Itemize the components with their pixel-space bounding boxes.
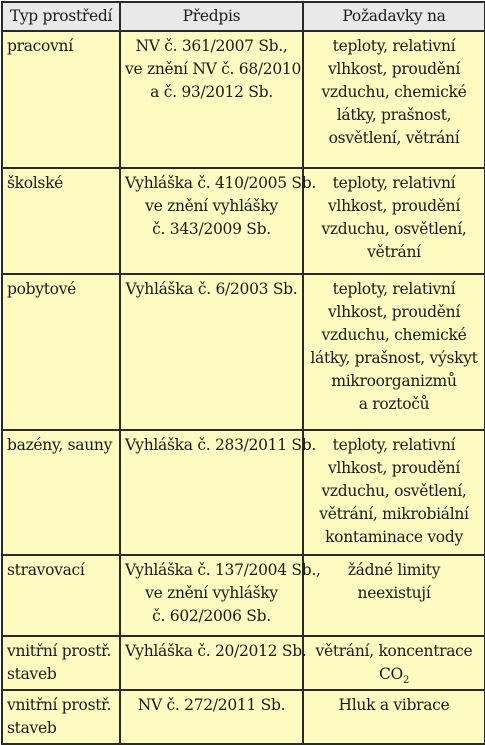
cell-requirements	[303, 636, 485, 690]
cell-line: vzduchu, osvětlení,	[321, 482, 467, 500]
cell-requirements	[303, 430, 485, 555]
table-row	[2, 31, 485, 168]
cell-regulation	[120, 636, 307, 690]
cell-line: mikroorganizmů	[331, 372, 457, 390]
cell-requirements	[303, 555, 485, 636]
cell-requirements	[303, 168, 485, 274]
cell-line: staveb	[7, 719, 57, 737]
cell-requirements	[303, 31, 485, 168]
header-regulation: Předpis	[120, 2, 303, 31]
cell-regulation	[120, 168, 317, 274]
cell-regulation	[120, 430, 317, 555]
cell-line: větrání	[367, 243, 421, 261]
cell-line: Vyhláška č. 283/2011 Sb.	[125, 436, 317, 454]
cell-line: látky, prašnost,	[336, 106, 452, 124]
cell-environment-type	[2, 555, 120, 636]
cell-line: a roztočů	[358, 395, 430, 413]
cell-line: vzduchu, osvětlení,	[321, 220, 467, 238]
cell-line: látky, prašnost, výskyt	[310, 349, 478, 367]
cell-line: teploty, relativní	[332, 436, 456, 454]
table-row	[2, 636, 485, 690]
cell-environment-type	[2, 636, 120, 690]
cell-line: č. 343/2009 Sb.	[152, 220, 271, 238]
cell-line: a č. 93/2012 Sb.	[150, 83, 273, 101]
cell-line: vlhkost, proudění	[327, 303, 461, 321]
regulations-table	[1, 1, 485, 745]
cell-line: pracovní	[7, 37, 73, 55]
cell-line: vlhkost, proudění	[327, 60, 461, 78]
cell-line: teploty, relativní	[332, 174, 456, 192]
cell-line: neexistují	[357, 584, 431, 602]
cell-line: Hluk a vibrace	[338, 696, 450, 714]
cell-line: NV č. 272/2011 Sb.	[137, 696, 286, 714]
cell-environment-type	[2, 430, 120, 555]
cell-line: kontaminace vody	[325, 528, 463, 546]
cell-line: pobytové	[7, 280, 77, 298]
cell-line: teploty, relativní	[332, 37, 456, 55]
cell-environment-type	[2, 274, 120, 430]
cell-line: žádné limity	[347, 561, 441, 579]
cell-regulation	[120, 555, 321, 636]
cell-line: teploty, relativní	[332, 280, 456, 298]
cell-regulation	[120, 274, 303, 430]
table-row	[2, 274, 485, 430]
cell-line: vzduchu, chemické	[321, 83, 467, 101]
cell-line: stravovací	[7, 561, 85, 579]
cell-line: osvětlení, větrání	[328, 129, 460, 147]
cell-line: Vyhláška č. 137/2004 Sb.,	[125, 561, 321, 579]
cell-line: č. 602/2006 Sb.	[152, 607, 271, 625]
cell-line: vzduchu, chemické	[321, 326, 467, 344]
cell-line: bazény, sauny	[7, 436, 113, 454]
table-row	[2, 430, 485, 555]
cell-line: vnitřní prostř.	[7, 696, 112, 714]
cell-line: ve znění vyhlášky	[145, 197, 278, 215]
co2-formula	[308, 663, 480, 686]
cell-environment-type	[2, 31, 120, 168]
cell-requirements	[303, 274, 485, 430]
formula-subscript: 2	[402, 675, 410, 687]
table-row	[2, 168, 485, 274]
cell-line: Vyhláška č. 6/2003 Sb.	[125, 280, 298, 298]
cell-line: staveb	[7, 665, 57, 683]
cell-line: Vyhláška č. 20/2012 Sb.	[125, 642, 307, 660]
table-row	[2, 690, 485, 744]
cell-line: Vyhláška č. 410/2005 Sb.	[125, 174, 317, 192]
cell-line: větrání, mikrobiální	[319, 505, 469, 523]
header-requirements: Požadavky na	[303, 2, 485, 31]
cell-line: větrání, koncentrace	[315, 642, 473, 660]
cell-line: NV č. 361/2007 Sb.,	[135, 37, 288, 55]
header-row	[2, 2, 485, 31]
cell-environment-type	[2, 690, 120, 744]
cell-line: školské	[7, 174, 64, 192]
cell-environment-type	[2, 168, 120, 274]
cell-regulation	[120, 690, 303, 744]
cell-regulation	[120, 31, 303, 168]
formula-base: CO	[378, 665, 403, 683]
cell-line: vnitřní prostř.	[7, 642, 112, 660]
cell-line: ve znění NV č. 68/2010	[125, 60, 302, 78]
cell-line: ve znění vyhlášky	[145, 584, 278, 602]
cell-line: vlhkost, proudění	[327, 459, 461, 477]
table-row	[2, 555, 485, 636]
header-environment-type: Typ prostředí	[2, 2, 120, 31]
cell-requirements	[303, 690, 485, 744]
cell-line: vlhkost, proudění	[327, 197, 461, 215]
